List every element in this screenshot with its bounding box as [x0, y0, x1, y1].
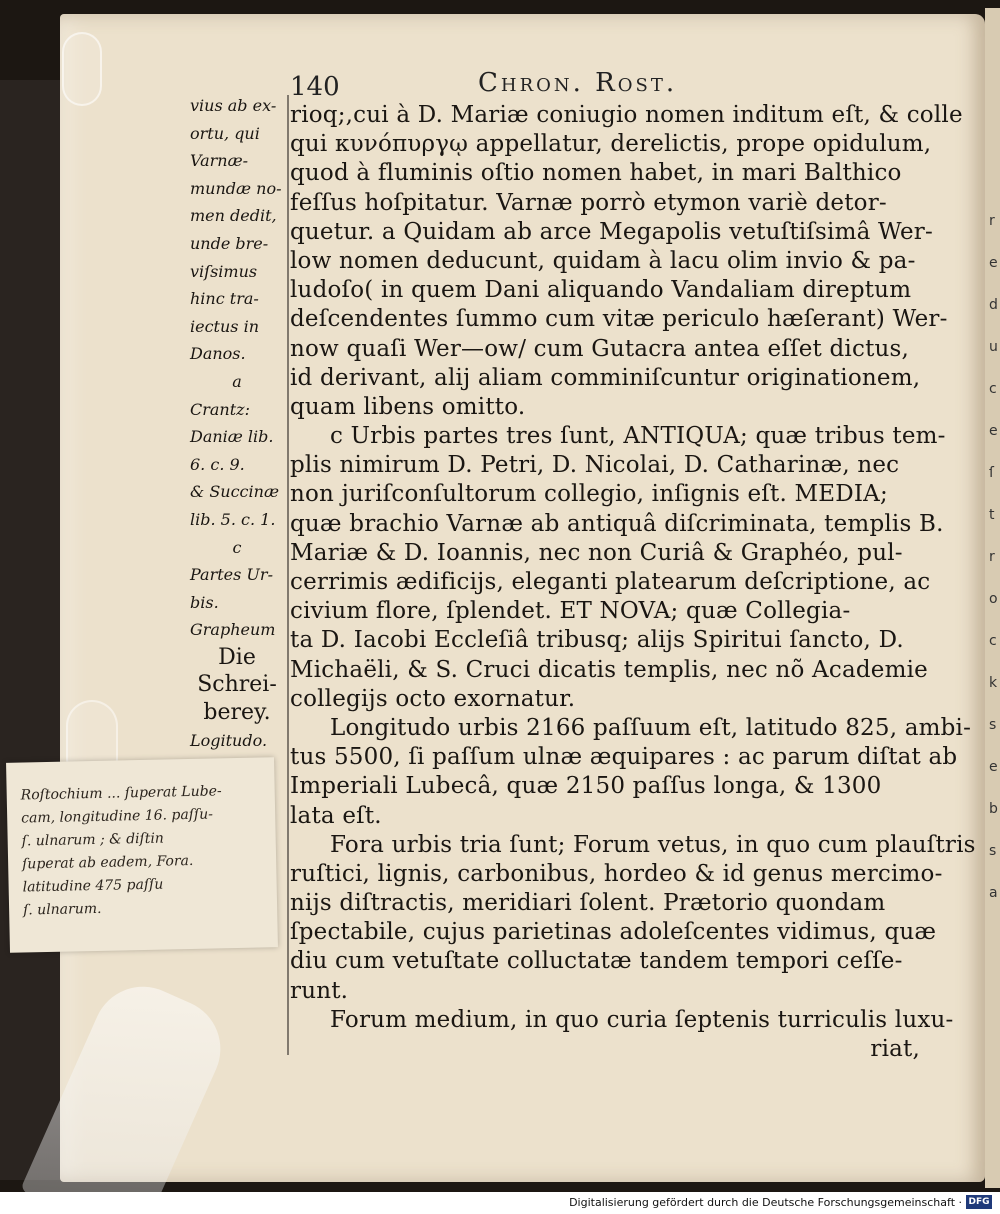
- margin-note-line: iectus in: [190, 316, 259, 336]
- margin-note-line: Varnæ-: [190, 151, 249, 171]
- text-line: c Urbis partes tres ſunt, ANTIQUA; quæ tribus tem-: [330, 423, 946, 450]
- main-text-block: [290, 101, 976, 1064]
- margin-note-line: viſsimus: [190, 261, 258, 281]
- text-line: Michaëli, & S. Cruci dicatis templis, nec nõ Academie: [290, 656, 928, 683]
- text-line: lata eſt.: [290, 802, 382, 829]
- text-line: Fora urbis tria ſunt; Forum vetus, in quo cum plauſtris: [330, 831, 976, 858]
- text-line: ſpectabile, cujus parietinas adoleſcentes vidimus, quæ: [290, 919, 937, 946]
- margin-note-line: mundæ no-: [190, 178, 282, 198]
- text-line: ludoſo( in quem Dani aliquando Vandaliam direptum: [290, 277, 912, 304]
- margin-note-line: & Succinæ: [190, 482, 279, 502]
- digitization-footer: [0, 1192, 1000, 1214]
- text-line: now quaſi Wer—ow/ cum Gutacra antea eſſet dictus,: [290, 335, 910, 362]
- handwritten-line: Roſtochium ... ſuperat Lube-: [20, 783, 222, 804]
- text-line: riat,: [870, 1036, 920, 1062]
- text-line: qui κυνόπυργῳ appellatur, derelictis, prope opidulum,: [290, 131, 932, 158]
- margin-note-line: Die: [218, 644, 256, 670]
- margin-note-line: hinc tra-: [190, 289, 259, 309]
- text-line: Mariæ & D. Ioannis, nec non Curiâ & Graphéo, pul-: [290, 539, 903, 566]
- text-line: quod à fluminis oſtio nomen habet, in mari Balthico: [290, 160, 902, 187]
- margin-note-line: Grapheum: [190, 620, 276, 640]
- footer-credit: Digitalisierung gefördert durch die Deutsche Forschungsgemeinschaft ·: [569, 1196, 962, 1209]
- text-line: plis nimirum D. Petri, D. Nicolai, D. Catharinæ, nec: [290, 452, 900, 479]
- text-line: civium flore, ſplendet. ET NOVA; quæ Collegia-: [290, 598, 851, 625]
- text-line: cerrimis ædificijs, eleganti platearum deſcriptione, ac: [290, 569, 931, 595]
- margin-note-line: Danos.: [190, 344, 246, 364]
- margin-note-line: Partes Ur-: [190, 565, 273, 585]
- text-line: Longitudo urbis 2166 paſſuum eſt, latitudo 825, ambi-: [330, 714, 972, 741]
- text-line: runt.: [290, 977, 349, 1004]
- margin-note-line: Crantz:: [190, 399, 250, 419]
- text-line: non juriſconſultorum collegio, inſignis eſt. MEDIA;: [290, 481, 888, 508]
- dfg-logo: DFG: [966, 1195, 992, 1209]
- margin-note-line: ortu, qui: [190, 123, 260, 143]
- margin-note-line: Daniæ lib.: [190, 427, 274, 447]
- margin-note-line: lib. 5. c. 1.: [190, 509, 276, 529]
- margin-note-line: c: [232, 537, 242, 557]
- margin-note-line: a: [232, 371, 242, 391]
- margin-note-line: vius ab ex-: [190, 96, 277, 115]
- handwritten-line: ſ. ulnarum ; & diſtin: [21, 830, 165, 850]
- margin-notes: [190, 92, 284, 782]
- text-line: quam libens omitto.: [290, 393, 526, 420]
- page-number: 140: [290, 72, 340, 102]
- text-line: low nomen deducunt, quidam à lacu olim invio & pa-: [290, 247, 916, 274]
- text-line: quetur. a Quidam ab arce Megapolis vetuſtiſsimâ Wer-: [290, 218, 933, 245]
- transparent-clip-top: [62, 32, 102, 106]
- running-head: Chron. Rost.: [478, 68, 678, 98]
- manuscript-slip-text: [20, 779, 273, 922]
- margin-note-line: unde bre-: [190, 233, 269, 253]
- text-line: collegijs octo exornatur.: [290, 685, 576, 712]
- margin-note-line: 6. c. 9.: [190, 454, 245, 474]
- margin-note-line: men dedit,: [190, 206, 277, 226]
- manuscript-slip: [6, 757, 278, 953]
- handwritten-line: latitudine 475 paſſu: [22, 876, 164, 896]
- text-line: ta D. Iacobi Eccleſiâ tribusq; alijs Spiritui ſancto, D.: [290, 627, 904, 654]
- text-line: id derivant, alij aliam comminiſcuntur originationem,: [290, 364, 921, 391]
- text-line: diu cum vetuſtate colluctatæ tandem tempori ceſſe-: [290, 948, 903, 975]
- margin-note-line: berey.: [203, 700, 271, 726]
- text-line: quæ brachio Varnæ ab antiquâ diſcriminata, templis B.: [290, 510, 944, 537]
- text-line: rioq;,cui à D. Mariæ coniugio nomen inditum eſt, & colle: [290, 102, 963, 128]
- handwritten-line: cam, longitudine 16. paſſu-: [21, 806, 214, 827]
- facing-page-letters: r e d u c e ſ t r o c k s e b s a: [989, 213, 998, 901]
- text-line: ruſtici, lignis, carbonibus, hordeo & id genus mercimo-: [290, 860, 943, 887]
- text-line: tus 5500, ſi paſſum ulnæ æquipares : ac parum diſtat ab: [290, 744, 958, 771]
- margin-note-line: bis.: [190, 592, 219, 612]
- handwritten-line: ſuperat ab eadem, Fora.: [22, 852, 194, 873]
- text-line: Forum medium, in quo curia ſeptenis turriculis luxu-: [330, 1006, 954, 1033]
- margin-note-line: Schrei-: [197, 672, 277, 698]
- handwritten-line: ſ. ulnarum.: [22, 900, 102, 919]
- margin-note-line: Logitudo.: [190, 730, 268, 750]
- text-line: nijs diſtractis, meridiari ſolent. Prætorio quondam: [290, 890, 886, 917]
- text-line: feſſus hoſpitatur. Varnæ porrò etymon variè detor-: [290, 189, 887, 216]
- text-line: Imperiali Lubecâ, quæ 2150 paſſus longa, & 1300: [290, 773, 882, 800]
- margin-rule: [287, 95, 289, 1055]
- text-line: deſcendentes ſummo cum vitæ periculo hæſerant) Wer-: [290, 306, 948, 333]
